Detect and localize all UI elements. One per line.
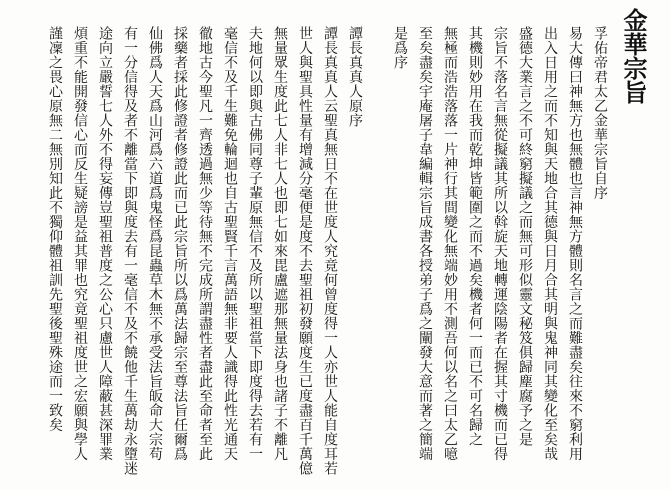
preface-heading: 孚佑帝君太乙金華宗旨自序	[592, 26, 608, 200]
original-preface-heading: 譚長真真人原序	[347, 26, 363, 128]
text-body	[42, 26, 612, 478]
original-preface-column: 途向立嚴誓七人外不得妄傳豈聖祖普度之公心只慮世人障蔽甚深罪業	[97, 26, 113, 461]
preface-column: 出入日用之而不知與天地合其德與日月合其明與鬼神同其變化至矣哉	[542, 26, 558, 461]
book-title: 金華宗旨	[619, 8, 648, 104]
original-preface-column: 採藥者採此修證者修證此而已此宗旨所以爲萬法歸宗至尊法旨任爾爲	[172, 26, 188, 461]
original-preface-column: 有一分信得及者不離當下即與度去有一毫信不及不饒他千生萬劫永墮迷	[122, 26, 138, 476]
preface-column: 宗旨不落名言無從擬議其所以斡旋天地轉運陰陽者在握其寸機而已得	[492, 26, 508, 461]
original-preface-column: 謹凜之畏心原無二無別知此不獨仰體祖訓先聖後聖殊途而一致矣	[47, 26, 63, 432]
preface-column: 至矣盡矣宇庵屠子韋編輯宗旨成書各授弟子爲之闡發大意而著之簡端	[417, 26, 433, 461]
preface-column: 是爲序	[392, 26, 408, 70]
author-preface	[387, 26, 612, 478]
preface-column: 易大傳曰神無方也無體也言神無方體則名言之而難盡矣往來不窮利用	[567, 26, 583, 461]
original-preface-column: 徹地古今聖凡一齊透過無少等待無不完成所謂盡性者盡此至命者至此	[197, 26, 213, 461]
original-preface-column: 仙佛爲人天爲山河爲六道爲鬼怪爲昆蟲草木無不承受法旨皈命大宗苟	[147, 26, 163, 461]
original-preface	[42, 26, 367, 478]
preface-column: 無極而浩浩落落一片神行其間變化無端妙用不測吾何以名之曰太乙噫	[442, 26, 458, 461]
original-preface-column: 世人與聖具性量有增減分毫便是度不去聖祖初發願度生已度盡百千萬億	[297, 26, 313, 476]
preface-column: 其機則妙用在我而乾坤皆範圍之而不過矣機者何一而已不可名歸之	[467, 26, 483, 447]
original-preface-column: 無量眾生度此七人非七人也即七如來毘盧遮那無量法身也諸子不離凡	[272, 26, 288, 461]
original-preface-column: 譚長真真人云聖真無日不在世度人究竟何曾度得一人亦世人能自度耳若	[322, 26, 338, 476]
original-preface-column: 夫地何以即與古佛同尊子輩原無信不及所以聖祖當下即度得去若有一	[247, 26, 263, 461]
original-preface-column: 煩重不能開發信心而反生疑謗是益其罪也究竟聖祖度世之宏願與學人	[72, 26, 88, 461]
original-preface-column: 毫信不及千生難免輪迴也自古聖賢千言萬語無非要人識得此性光通天	[222, 26, 238, 461]
preface-column: 盛德大業言之不可終窮擬議之而無可形似靈文秘笈俱歸塵腐予之是	[517, 26, 533, 447]
